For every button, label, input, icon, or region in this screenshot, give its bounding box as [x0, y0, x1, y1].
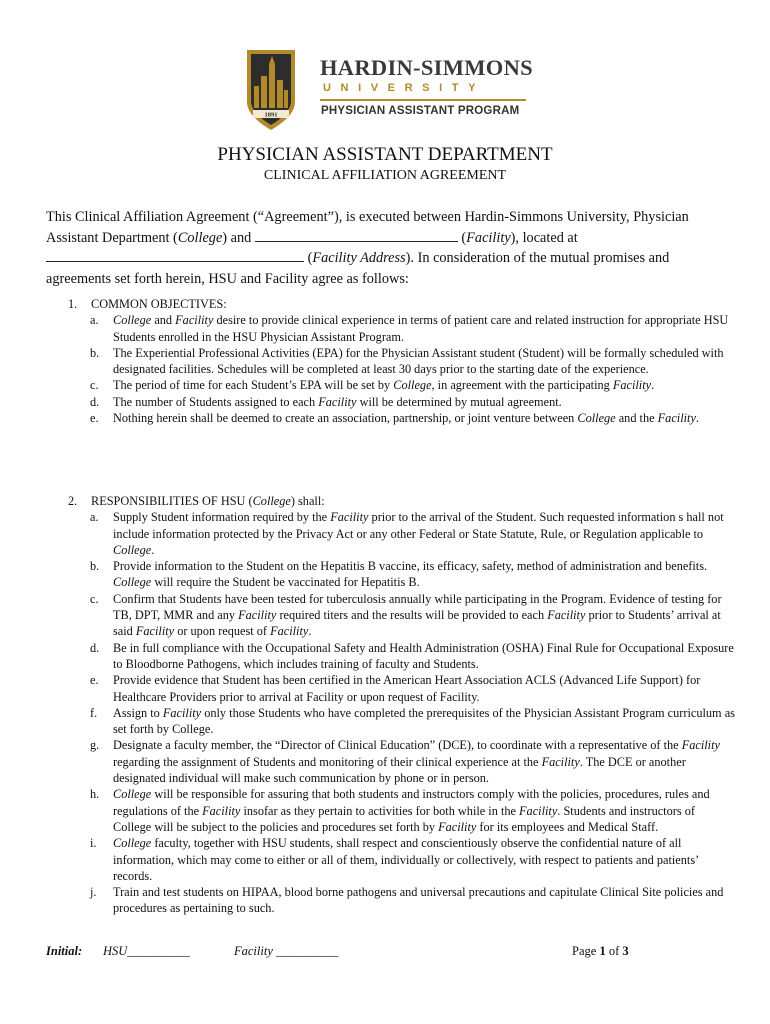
item-letter: b. [90, 345, 100, 360]
section-items [46, 312, 736, 426]
university-crest-icon [243, 46, 299, 132]
page-number: Page 1 of 3 [572, 944, 629, 958]
facility-name-blank[interactable] [255, 228, 458, 242]
list-item [46, 410, 736, 426]
item-letter: a. [90, 313, 99, 328]
item-letter: a. [90, 510, 99, 525]
section-responsibilities-hsu [46, 493, 736, 917]
list-item [46, 672, 736, 705]
item-letter: e. [90, 411, 99, 426]
item-letter: j. [90, 885, 97, 900]
university-subtitle: UNIVERSITY [323, 82, 486, 94]
list-item [46, 394, 736, 410]
item-text: The number of Students assigned to each Facility will be determined by mutual agreement. [113, 394, 562, 409]
list-item [46, 884, 736, 917]
item-text: College and Facility desire to provide clinical experience in terms of patient care and related instruction for appropriate HSU Students enrolled in the HSU Physician Assistant Program. [113, 313, 729, 344]
item-text: College will be responsible for assuring that both students and instructors comply with the policies, procedures, rules and regulations of the Facility insofar as they pertain to activities for both while in the Facility. Students and instructors of College will be subject to the policies and procedures set forth by Facility for its employees and Medical Staff. [113, 787, 710, 834]
item-text: Provide evidence that Student has been certified in the American Heart Association ACLS (Advanced Life Support) for Healthcare Providers prior to arrival at Facility or upon request of Facility. [113, 673, 701, 704]
initial-label: Initial: [46, 944, 83, 958]
section-common-objectives [46, 296, 736, 426]
item-text: College faculty, together with HSU students, shall respect and conscientiously observe the confidential nature of all information, which may come to either or all of them, individually or collectively, with respect to patients and patients’ records. [113, 836, 699, 883]
section-heading: 1. COMMON OBJECTIVES: [68, 297, 227, 311]
page-footer [46, 944, 646, 962]
item-letter: b. [90, 559, 100, 574]
item-text: The Experiential Professional Activities (EPA) for the Physician Assistant student (Student) will be formally scheduled with designated facilities. Schedules will be completed at least 30 days prior to the starting date of the experience. [113, 345, 724, 377]
item-text: The period of time for each Student’s EPA will be set by College, in agreement with the participating Facility. [113, 378, 655, 393]
hsu-initial-field[interactable]: HSU__________ [103, 944, 190, 958]
item-letter: i. [90, 836, 97, 851]
document-title: PHYSICIAN ASSISTANT DEPARTMENT [217, 144, 553, 165]
university-logo [243, 46, 533, 132]
list-item [46, 377, 736, 393]
list-item [46, 558, 736, 591]
item-letter: c. [90, 591, 99, 606]
intro-paragraph: This Clinical Affiliation Agreement (“Agreement”), is executed between Hardin-Simmons University, Physician Assistant Department (College) and (Facility), located at (Facility Address). In consideration of the mutual promises and agreements set forth herein, HSU and Facility agree as follows: [46, 209, 689, 287]
svg-text:1891: 1891 [264, 111, 278, 119]
item-letter: d. [90, 640, 100, 655]
university-name: HARDIN-SIMMONS [320, 55, 533, 80]
item-text: Confirm that Students have been tested for tuberculosis annually while participating in the Program. Evidence of testing for TB, DPT, MMR and any Facility required titers and the results will be provided to each Facility prior to Students’ arrival at said Facility or upon request of Facility. [113, 591, 722, 639]
item-text: Supply Student information required by the Facility prior to the arrival of the Student. Such requested information s hall not include information protected by the Privacy Act or any other Federal or State Statute, Rule, or Regulation applicable to College. [113, 510, 724, 557]
item-letter: f. [90, 705, 98, 720]
item-letter: c. [90, 378, 99, 393]
item-letter: e. [90, 673, 99, 688]
item-text: Designate a faculty member, the “Director of Clinical Education” (DCE), to coordinate with a representative of the Facility regarding the assignment of Students and monitoring of their clinical experience at the Facility. The DCE or another designated individual will make such communication by phone or in person. [113, 738, 720, 786]
section-items [46, 509, 736, 916]
list-item [46, 640, 736, 673]
list-item [46, 312, 736, 345]
list-item [46, 591, 736, 640]
list-item [46, 345, 736, 378]
section-heading: 2. RESPONSIBILITIES OF HSU (College) shall: [68, 494, 325, 508]
item-letter: h. [90, 787, 100, 802]
logo-divider [320, 99, 526, 101]
item-text: Assign to Facility only those Students who have completed the prerequisites of the Physician Assistant Program curriculum as set forth by College. [113, 705, 735, 737]
list-item [46, 786, 736, 835]
list-item [46, 737, 736, 786]
item-letter: d. [90, 394, 100, 409]
list-item [46, 705, 736, 738]
list-item [46, 835, 736, 884]
item-text: Train and test students on HIPAA, blood borne pathogens and universal precautions and capitulate Clinical Site policies and procedures as pertaining to such. [113, 885, 724, 916]
item-letter: g. [90, 738, 100, 753]
list-item [46, 509, 736, 558]
item-text: Provide information to the Student on the Hepatitis B vaccine, its efficacy, safety, method of administration and benefits. College will require the Student be vaccinated for Hepatitis B. [113, 559, 708, 590]
facility-initial-field[interactable]: Facility __________ [234, 944, 339, 958]
item-text: Nothing herein shall be deemed to create an association, partnership, or joint venture between College and the Facility. [113, 411, 699, 426]
document-subtitle: CLINICAL AFFILIATION AGREEMENT [263, 168, 507, 183]
facility-address-blank[interactable] [46, 248, 304, 262]
program-name: PHYSICIAN ASSISTANT PROGRAM [321, 105, 520, 117]
item-text: Be in full compliance with the Occupational Safety and Health Administration (OSHA) Final Rule for Occupational Exposure to Bloodborne Pathogens, which includes training of faculty and Students. [113, 640, 734, 671]
